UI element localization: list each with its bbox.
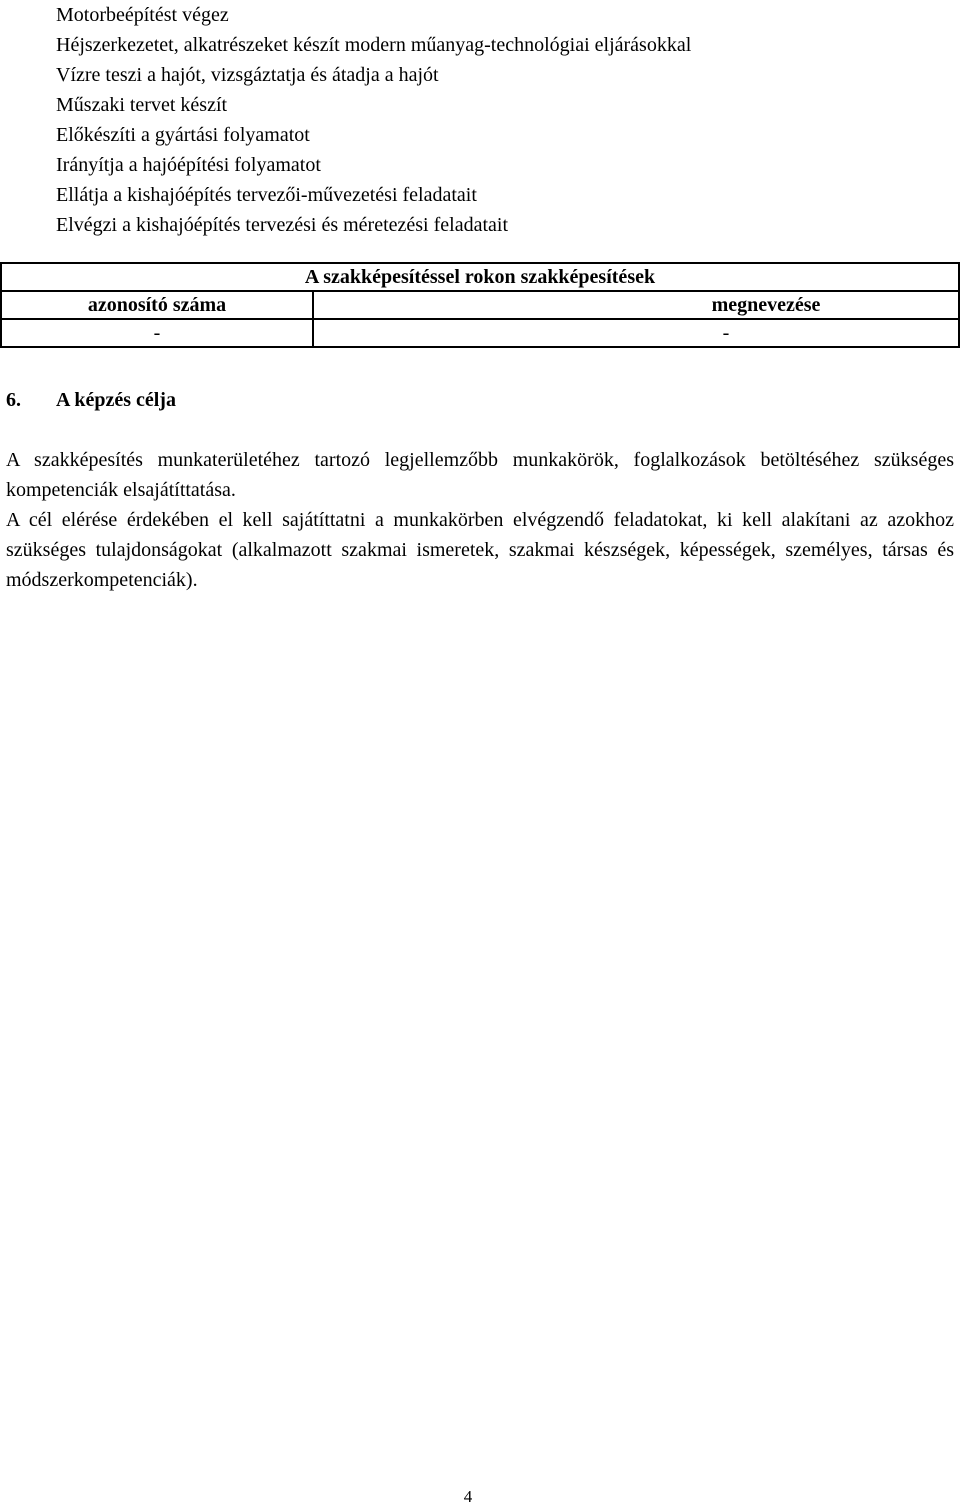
table-cell-name-text: -	[722, 322, 730, 344]
body-paragraph: A szakképesítés munkaterületéhez tartozó legjellemzőbb munkakörök, foglalkozások betöltéséhez szükséges kompetenciák elsajátíttatása.	[6, 449, 954, 501]
column-header-name-text: megnevezése	[711, 294, 821, 316]
task-item: Héjszerkezetet, alkatrészeket készít modern műanyag-technológiai eljárásokkal	[56, 34, 692, 56]
table-row	[1, 319, 959, 347]
task-item: Elvégzi a kishajóépítés tervezési és méretezési feladatait	[56, 214, 509, 236]
table-cell-name	[313, 319, 959, 347]
section-title: A képzés célja	[56, 389, 176, 411]
table-caption-row	[1, 263, 959, 291]
table-header-row	[1, 291, 959, 319]
section-heading	[6, 385, 176, 415]
task-item: Irányítja a hajóépítési folyamatot	[56, 154, 321, 176]
task-item: Műszaki tervet készít	[56, 94, 228, 116]
table-cell-id-text: -	[153, 322, 161, 344]
task-list	[56, 0, 691, 240]
task-item: Előkészíti a gyártási folyamatot	[56, 124, 310, 146]
task-item: Ellátja a kishajóépítés tervezői-művezetési feladatait	[56, 184, 477, 206]
section-number: 6.	[6, 389, 21, 411]
column-header-id-text: azonosító száma	[87, 294, 227, 316]
task-item: Vízre teszi a hajót, vizsgáztatja és átadja a hajót	[56, 64, 439, 86]
column-header-name	[313, 291, 959, 319]
page-number: 4	[463, 1487, 473, 1506]
table-caption	[1, 263, 959, 291]
task-item: Motorbeépítést végez	[56, 4, 229, 26]
related-qualifications-table	[0, 262, 960, 348]
section-body	[6, 445, 954, 595]
table-cell-id	[1, 319, 313, 347]
body-paragraph: A cél elérése érdekében el kell sajátíttatni a munkakörben elvégzendő feladatokat, ki kell alakítani az azokhoz szükséges tulajdonságokat (alkalmazott szakmai ismeretek, szakmai készségek, képességek, személyes, társas és módszerkompetenciák).	[6, 509, 954, 591]
table-caption-text: A szakképesítéssel rokon szakképesítések	[304, 266, 656, 288]
column-header-id	[1, 291, 313, 319]
